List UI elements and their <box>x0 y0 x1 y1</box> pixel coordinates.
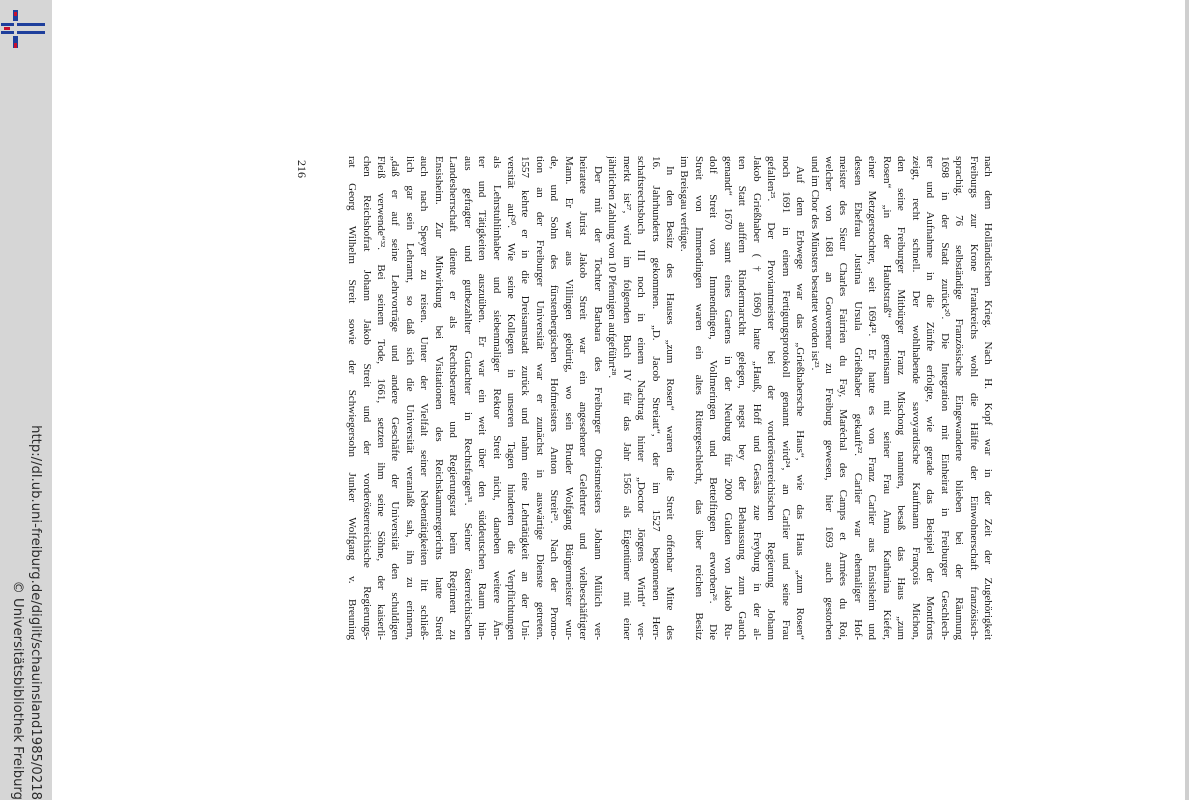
text-line: dessen Ehefrau Justina Ursula Grießhaber gekauft²². Carlier war ehemaliger Hof- <box>852 156 865 640</box>
text-line: Jakob Grießhaber († 1696) hatte „Hauß, Hoff und Gesäss zue Freyburg in der al- <box>750 156 763 640</box>
text-line: und im Chor des Münsters bestattet worden ist²³. <box>808 156 821 371</box>
text-line: merkt ist²⁷, wird im folgenden Buch IV für das Jahr 1565 als Eigentümer mit einer <box>620 156 633 640</box>
text-line: Ensisheim. Zur Mitwirkung bei Visitationen des Reichskammergerichts hatte Streit <box>432 156 445 640</box>
text-line: lich gar sein Lehramt, so daß sich die Universität veranlaßt sah, ihn zu erinnern, <box>404 156 417 640</box>
text-line: dolf Streit von Immendingen, Vollmeringen und Bettelfingen erworben²⁶. Die <box>707 156 720 640</box>
text-line: ter und Tätigkeiten auszuüben. Er war ein weit über den süddeutschen Raum hin- <box>476 156 489 640</box>
copyright-notice: © Universitätsbibliothek Freiburg <box>10 580 25 800</box>
text-line: sprachig. 76 selbständige Französische Eingewanderte blieben bei der Räumung <box>953 156 966 640</box>
text-line: Streit von Immendingen waren ein altes Rittergeschlecht, das über reichen Besitz <box>693 156 706 640</box>
scanned-page <box>52 0 1185 800</box>
text-line: im Breisgau verfügte. <box>678 156 691 252</box>
text-line: ten Statt auffem Rindermarckht gelegen, negst bey der Behaussung zum Gauch <box>736 156 749 640</box>
text-line: aus gefragter und gutbezahlter Gutachter in Rechtsfragen³¹. Seiner österreichischen <box>461 156 474 640</box>
text-line: 1557 kehrte er in die Dreisamstadt zurück und nahm eine Lehrtätigkeit an der Uni- <box>519 156 532 640</box>
text-line: noch 1691 in einem Fertigungsprotokoll genannt wird²⁴, an Carlier und seine Frau <box>779 156 792 640</box>
text-line: als Lehrstuhlinhaber und siebenmaliger Rektor Streit nicht, daneben weitere Äm- <box>490 156 503 640</box>
text-line: „daß er auf seine Lehrvorträge und andere Geschäfte der Universität den schuldigen <box>389 156 402 640</box>
text-line: Rosen“ „in der Haubtstraß“ gemeinsam mit seiner Frau Anna Katharina Kiefer, <box>881 156 894 640</box>
text-line: nach dem Holländischen Krieg. Nach H. Kopf war in der Zeit der Zugehörigkeit <box>982 156 995 640</box>
text-line: 1698 in der Stadt zurück²⁰. Die Integration mit Einheirat in Freiburger Geschlech- <box>938 156 951 640</box>
text-line: Mann. Er war aus Villingen gebürtig, wo sein Bruder Wolfgang Bürgermeister wur- <box>563 156 576 640</box>
university-library-logo <box>0 8 46 52</box>
text-line: tion an der Freiburger Universität war er zunächst in auswärtige Dienste getreten. <box>534 156 547 640</box>
text-line: de, und Sohn des fürstenbergischen Hofmeisters Anton Streit²⁹. Nach der Promo- <box>548 156 561 640</box>
text-line: ter und Aufnahme in die Zünfte erfolgte, wie gerade das Beispiel der Montforts <box>924 156 937 640</box>
text-line: Der mit der Tochter Barbara des Freiburger Obristmeisters Johann Mülich ver- <box>591 166 604 640</box>
viewer-right-edge <box>1185 0 1189 800</box>
text-line: Landesherrschaft diente er als Rechtsberater und Regierungsrat beim Regiment zu <box>447 156 460 640</box>
text-line: jährlichen Zahlung von 10 Pfennigen aufgeführt²⁸. <box>606 156 619 379</box>
text-line: Freiburgs zur Krone Frankreichs wohl die Hälfte der Einwohnerschaft französisch- <box>967 156 980 640</box>
page-text-area <box>300 156 1040 640</box>
text-line: 16. Jahrhunderts gekommen. „D. Jacob Streiatt“, der im 1527 begonnenen Herr- <box>649 156 662 640</box>
text-line: schaftsrechtsbuch III noch in einem Nachtrag hinter „Doctor Jörgens Wirth“ ver- <box>635 156 648 640</box>
text-line: Auf dem Erbwege war das „Grießhabersche Haus“, wie das Haus „zum Rosen“ <box>794 166 807 640</box>
text-line: genandt“ 1670 samt eines Gartens in der Neuburg für 2000 Gulden von Jakob Ru- <box>722 156 735 640</box>
watermark-area <box>0 384 52 800</box>
text-line: Fleiß verwende“³². Bei seinem Tode, 1661, setzten ihm seine Söhne, der kaiserli- <box>375 156 388 640</box>
text-line: In den Besitz des Hauses „zum Rosen“ waren die Streit offenbar Mitte des <box>664 166 677 640</box>
source-url[interactable]: http://dl.ub.uni-freiburg.de/diglit/schauinsland1985/0218 <box>28 425 43 800</box>
watermark <box>8 384 44 800</box>
text-line: welcher von 1681 an Gouverneur zu Freiburg gewesen, hier 1693 auch gestorben <box>823 156 836 640</box>
text-line: zeigt, recht schnell. Der wohlhabende savoyardische Kaufmann François Michon, <box>909 156 922 640</box>
text-line: chen Reichshofrat Johann Jakob Streit und der vorderösterreichische Regierungs- <box>360 156 373 640</box>
text-line: gefallen²⁵. Der Proviantmeister bei der vorderösterreichischen Regierung Johann <box>765 156 778 640</box>
text-line: einer Metzgerstochter, seit 1694²¹. Er hatte es von Franz Carlier aus Ensisheim und <box>866 156 879 640</box>
text-line: auch nach Speyer zu reisen. Unter der Vielfalt seiner Nebentätigkeiten litt schließ- <box>418 156 431 640</box>
text-line: den seine Freiburger Mitbürger Franz Mischong nannten, besaß das Haus „zum <box>895 156 908 640</box>
text-line: rat Georg Wilhelm Streit sowie der Schwiegersohn Junker Wolfgang v. Breuning <box>346 156 359 640</box>
text-line: heiratete Jurist Jakob Streit war ein angesehener Gelehrter und vielbeschäftigter <box>577 156 590 640</box>
text-line: versität auf³⁰. Wie seine Kollegen in unseren Tagen hinderten die Verpflichtungen <box>505 156 518 640</box>
page-text <box>345 156 995 640</box>
viewer-sidebar <box>0 0 52 800</box>
text-line: meister des Sieur Charles Fairrien du Fay, Maréchal des Camps et Armées du Roi, <box>837 156 850 640</box>
page-number: 216 <box>295 160 309 178</box>
